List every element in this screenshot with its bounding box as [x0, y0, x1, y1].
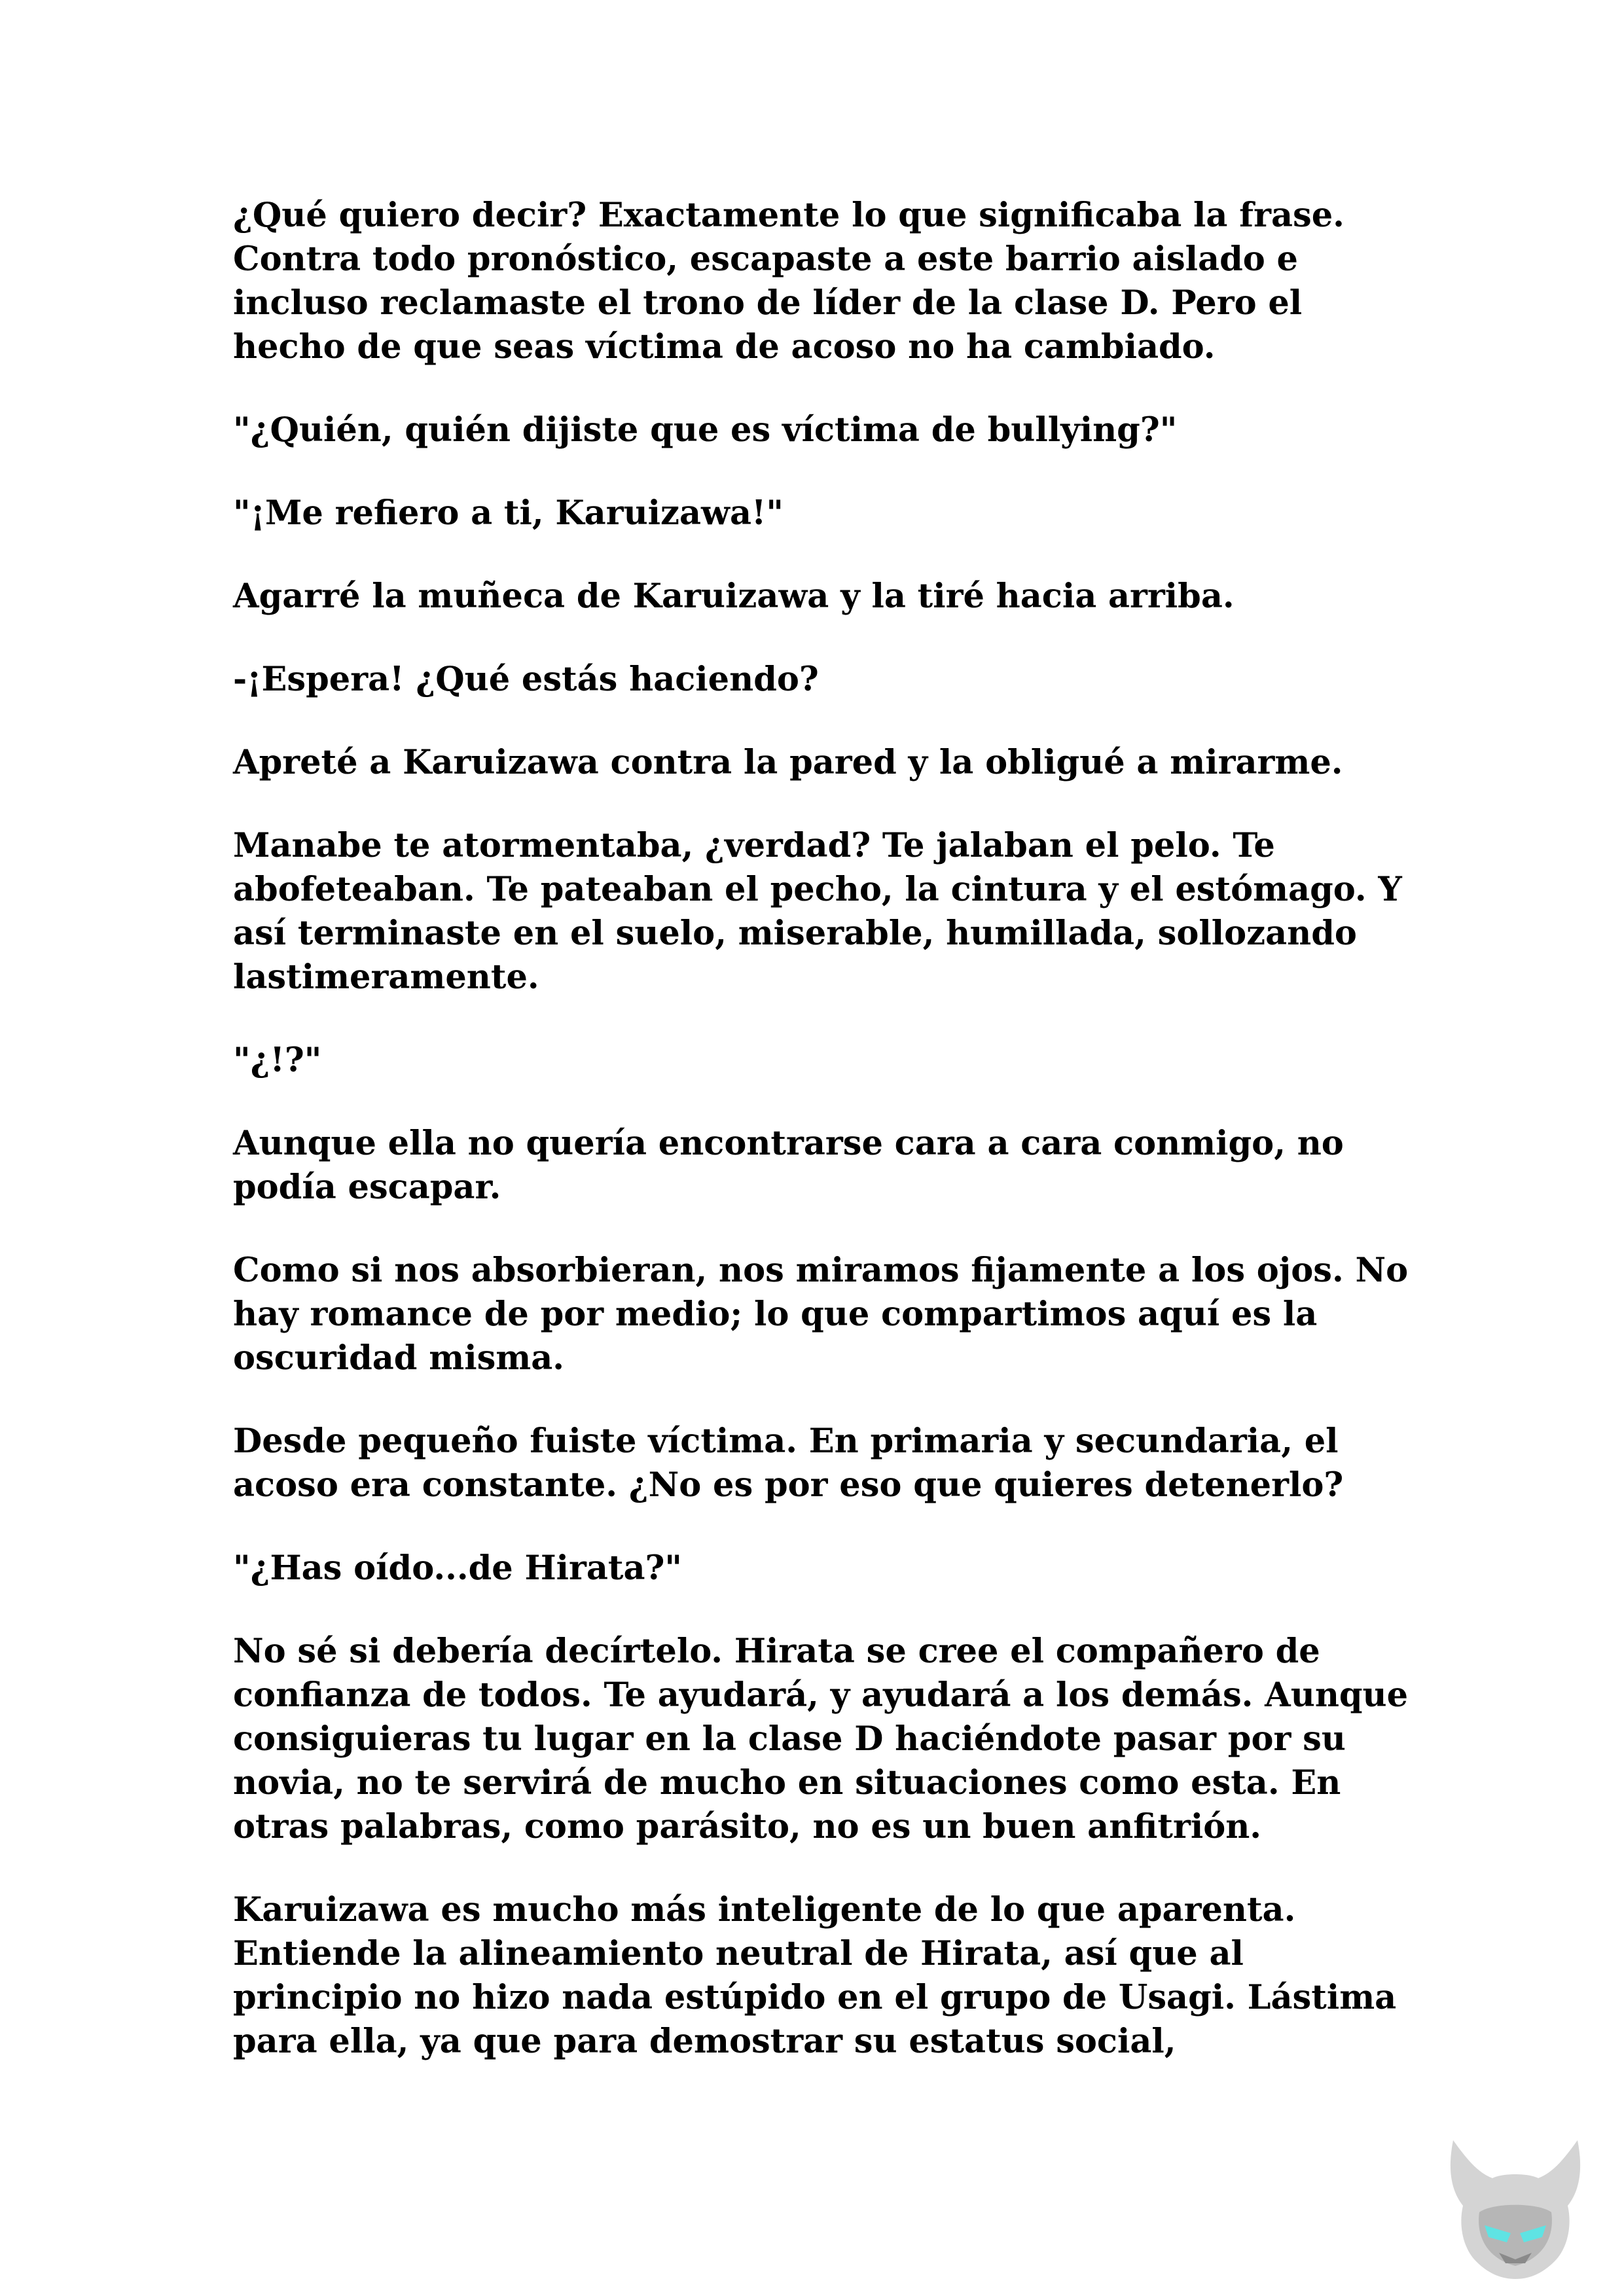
paragraph: "¡Me refiero a ti, Karuizawa!" [233, 493, 784, 533]
paragraph: Agarré la muñeca de Karuizawa y la tiré hacia arriba. [233, 577, 1235, 616]
paragraph: Aunque ella no quería encontrarse cara a cara conmigo, no podía escapar. [233, 1124, 1344, 1207]
paragraph: "¿!?" [233, 1041, 322, 1080]
paragraph: Karuizawa es mucho más inteligente de lo que aparenta. Entiende la alineamiento neutral de Hirata, así que al principio no hizo nada estúpido en el grupo de Usagi. Lástima para ella, ya que para demostrar su estatus social, [233, 1890, 1397, 2061]
paragraph: Desde pequeño fuiste víctima. En primaria y secundaria, el acoso era constante. ¿No es por eso que quieres detenerlo? [233, 1422, 1344, 1505]
paragraph: Apreté a Karuizawa contra la pared y la obligué a mirarme. [233, 743, 1343, 782]
paragraph: Manabe te atormentaba, ¿verdad? Te jalaban el pelo. Te abofeteaban. Te pateaban el pecho, la cintura y el estómago. Y así terminaste en el suelo, miserable, humillada, sollozando lastimeramente. [233, 826, 1402, 997]
demon-head-logo-icon [1434, 2127, 1597, 2284]
paragraph: "¿Has oído...de Hirata?" [233, 1549, 682, 1588]
document-body [233, 194, 1411, 2103]
paragraph: Como si nos absorbieran, nos miramos fijamente a los ojos. No hay romance de por medio; lo que compartimos aquí es la oscuridad misma. [233, 1251, 1409, 1378]
paragraph: -¡Espera! ¿Qué estás haciendo? [233, 660, 819, 699]
paragraph: No sé si debería decírtelo. Hirata se cree el compañero de confianza de todos. Te ayudará, y ayudará a los demás. Aunque consiguieras tu lugar en la clase D haciéndote pasar por su novia, no te servirá de mucho en situaciones como esta. En otras palabras, como parásito, no es un buen anfitrión. [233, 1632, 1409, 1846]
paragraph: ¿Qué quiero decir? Exactamente lo que significaba la frase. Contra todo pronóstico, escapaste a este barrio aislado e incluso reclamaste el trono de líder de la clase D. Pero el hecho de que seas víctima de acoso no ha cambiado. [233, 196, 1344, 367]
paragraph: "¿Quién, quién dijiste que es víctima de bullying?" [233, 410, 1178, 450]
